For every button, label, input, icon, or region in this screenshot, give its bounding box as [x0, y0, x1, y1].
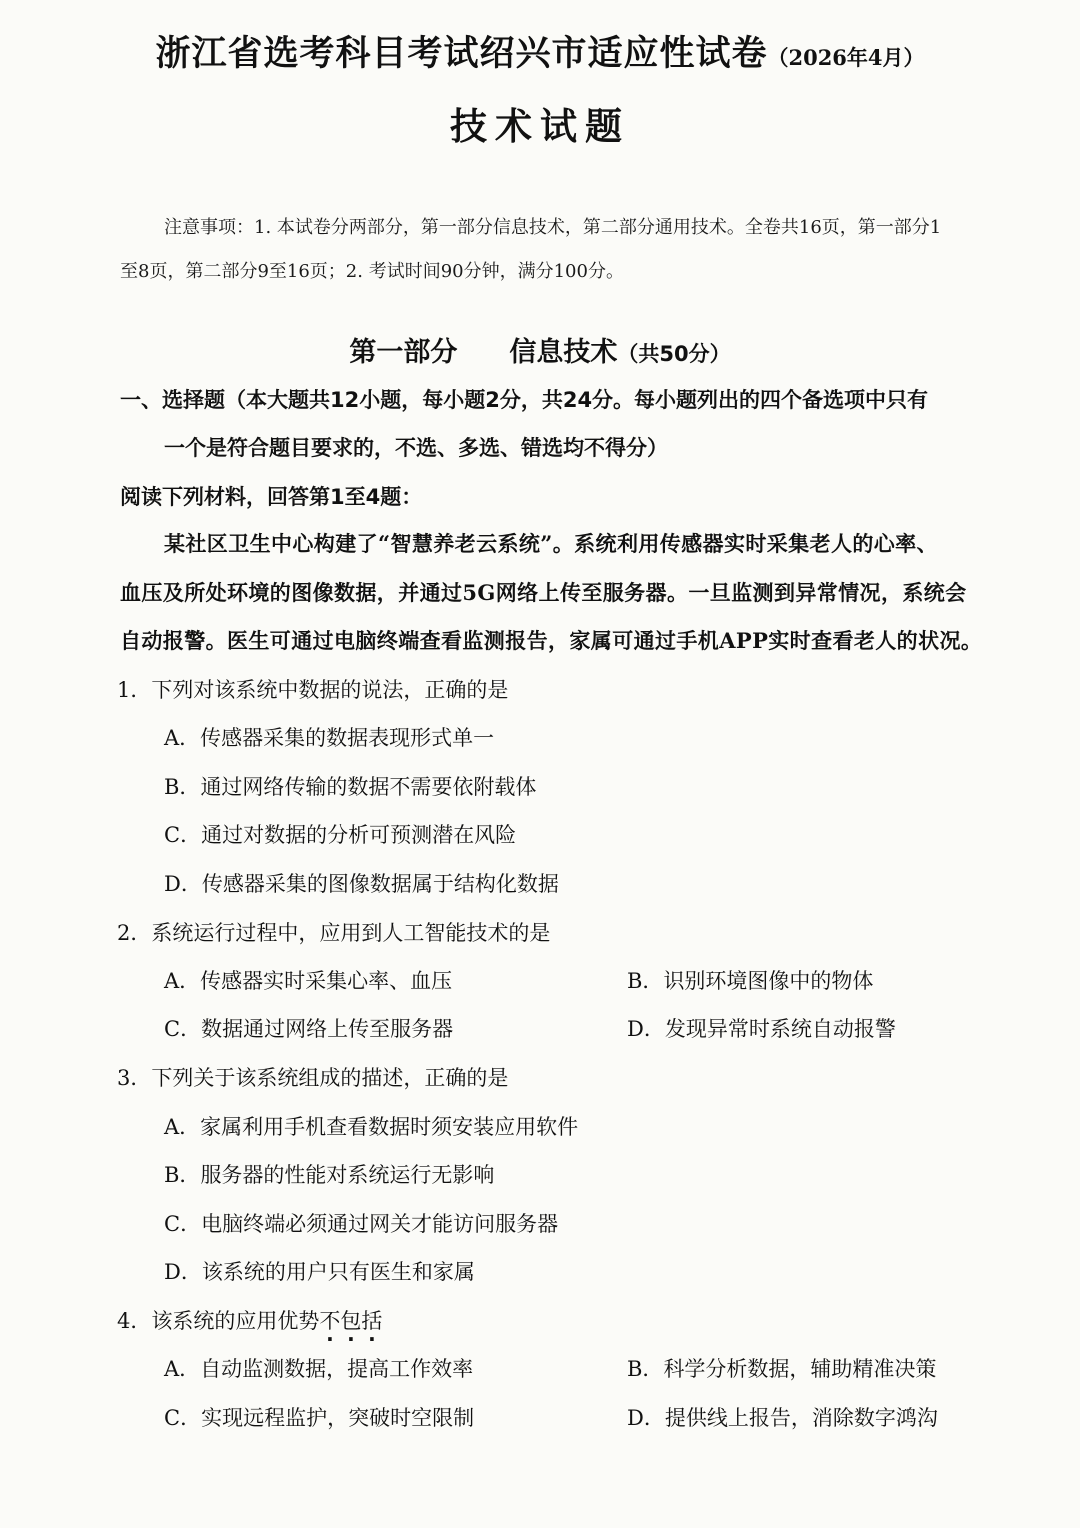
question-3 [117, 1062, 508, 1092]
option-text: 自动监测数据，提高工作效率 [200, 1357, 474, 1381]
option-text: 传感器采集的图像数据属于结构化数据 [201, 872, 559, 896]
option-letter: C． [164, 1406, 202, 1430]
question-number: 1． [117, 678, 152, 702]
option-letter: A． [164, 726, 201, 750]
q1-option-a [164, 722, 494, 752]
option-letter: A． [164, 1115, 201, 1139]
exam-title [0, 26, 1080, 76]
q2-option-c [164, 1013, 453, 1043]
option-text: 传感器采集的数据表现形式单一 [200, 726, 495, 750]
section-instruction-line-1: 一、选择题（本大题共12小题，每小题2分，共24分。每小题列出的四个备选项中只有 [120, 388, 929, 412]
option-text: 实现远程监护，突破时空限制 [201, 1406, 475, 1430]
part-points: （共50分） [617, 342, 731, 366]
q2-option-d [627, 1013, 896, 1043]
q4-option-d [627, 1402, 938, 1432]
material-line-2: 血压及所处环境的图像数据，并通过5G网络上传至服务器。一旦监测到异常情况，系统会 [120, 580, 967, 605]
question-number: 3． [117, 1066, 152, 1090]
option-letter: B． [627, 1357, 664, 1381]
question-stem: 该系统的应用优势 [151, 1309, 320, 1333]
exam-date: （2026年4月） [767, 45, 925, 70]
option-text: 该系统的用户只有医生和家属 [201, 1260, 475, 1284]
option-text: 电脑终端必须通过网关才能访问服务器 [201, 1212, 559, 1236]
q3-option-d [164, 1256, 475, 1286]
notice-line-1: 注意事项：1. 本试卷分两部分，第一部分信息技术，第二部分通用技术。全卷共16页，第一部分1 [164, 217, 942, 238]
option-text: 数据通过网络上传至服务器 [201, 1017, 454, 1041]
option-text: 科学分析数据，辅助精准决策 [663, 1357, 937, 1381]
option-letter: A． [164, 1357, 201, 1381]
subject-title: 技术试题 [450, 105, 630, 148]
q2-option-a [164, 965, 452, 995]
option-text: 提供线上报告，消除数字鸿沟 [664, 1406, 938, 1430]
option-letter: A． [164, 969, 201, 993]
option-text: 通过对数据的分析可预测潜在风险 [201, 823, 517, 847]
option-text: 传感器实时采集心率、血压 [200, 969, 453, 993]
question-stem: 下列关于该系统组成的描述，正确的是 [151, 1066, 509, 1090]
exam-title-text: 浙江省选考科目考试绍兴市适应性试卷 [155, 34, 768, 74]
q3-option-c [164, 1208, 558, 1238]
part-subject: 信息技术 [509, 337, 618, 368]
q4-option-c [164, 1402, 474, 1432]
question-2 [117, 917, 550, 947]
option-text: 通过网络传输的数据不需要依附载体 [200, 775, 537, 799]
option-text: 家属利用手机查看数据时须安装应用软件 [200, 1115, 579, 1139]
material-line-3: 自动报警。医生可通过电脑终端查看监测报告，家属可通过手机APP实时查看老人的状况。 [120, 628, 983, 653]
q4-option-a [164, 1353, 473, 1383]
option-text: 发现异常时系统自动报警 [664, 1017, 896, 1041]
option-text: 识别环境图像中的物体 [663, 969, 874, 993]
part-name: 第一部分 [349, 337, 458, 368]
part-heading [0, 330, 1080, 369]
option-letter: D． [164, 872, 202, 896]
question-stem: 下列对该系统中数据的说法，正确的是 [151, 678, 509, 702]
q1-option-d [164, 868, 559, 898]
q3-option-a [164, 1111, 578, 1141]
reading-intro: 阅读下列材料，回答第1至4题： [120, 485, 423, 509]
notice-line-2: 至8页，第二部分9至16页；2. 考试时间90分钟，满分100分。 [120, 261, 624, 282]
question-number: 2． [117, 921, 152, 945]
emphasis-char: 不 [319, 1309, 341, 1333]
q3-option-b [164, 1159, 494, 1189]
q1-option-b [164, 771, 536, 801]
emphasis-char: 包 [340, 1309, 362, 1333]
option-letter: C． [164, 1017, 202, 1041]
option-letter: D． [164, 1260, 202, 1284]
q2-option-b [627, 965, 873, 995]
option-text: 服务器的性能对系统运行无影响 [200, 1163, 495, 1187]
option-letter: C． [164, 823, 202, 847]
question-4 [117, 1305, 382, 1335]
q1-option-c [164, 819, 516, 849]
option-letter: B． [627, 969, 664, 993]
q4-option-b [627, 1353, 936, 1383]
question-1 [117, 674, 508, 704]
question-number: 4． [117, 1309, 152, 1333]
option-letter: B． [164, 1163, 201, 1187]
option-letter: D． [627, 1406, 665, 1430]
question-stem: 系统运行过程中，应用到人工智能技术的是 [151, 921, 551, 945]
emphasis-char: 括 [361, 1309, 383, 1333]
option-letter: D． [627, 1017, 665, 1041]
option-letter: B． [164, 775, 201, 799]
section-instruction-line-2: 一个是符合题目要求的，不选、多选、错选均不得分） [164, 436, 668, 460]
material-line-1: 某社区卫生中心构建了“智慧养老云系统”。系统利用传感器实时采集老人的心率、 [164, 531, 938, 556]
option-letter: C． [164, 1212, 202, 1236]
